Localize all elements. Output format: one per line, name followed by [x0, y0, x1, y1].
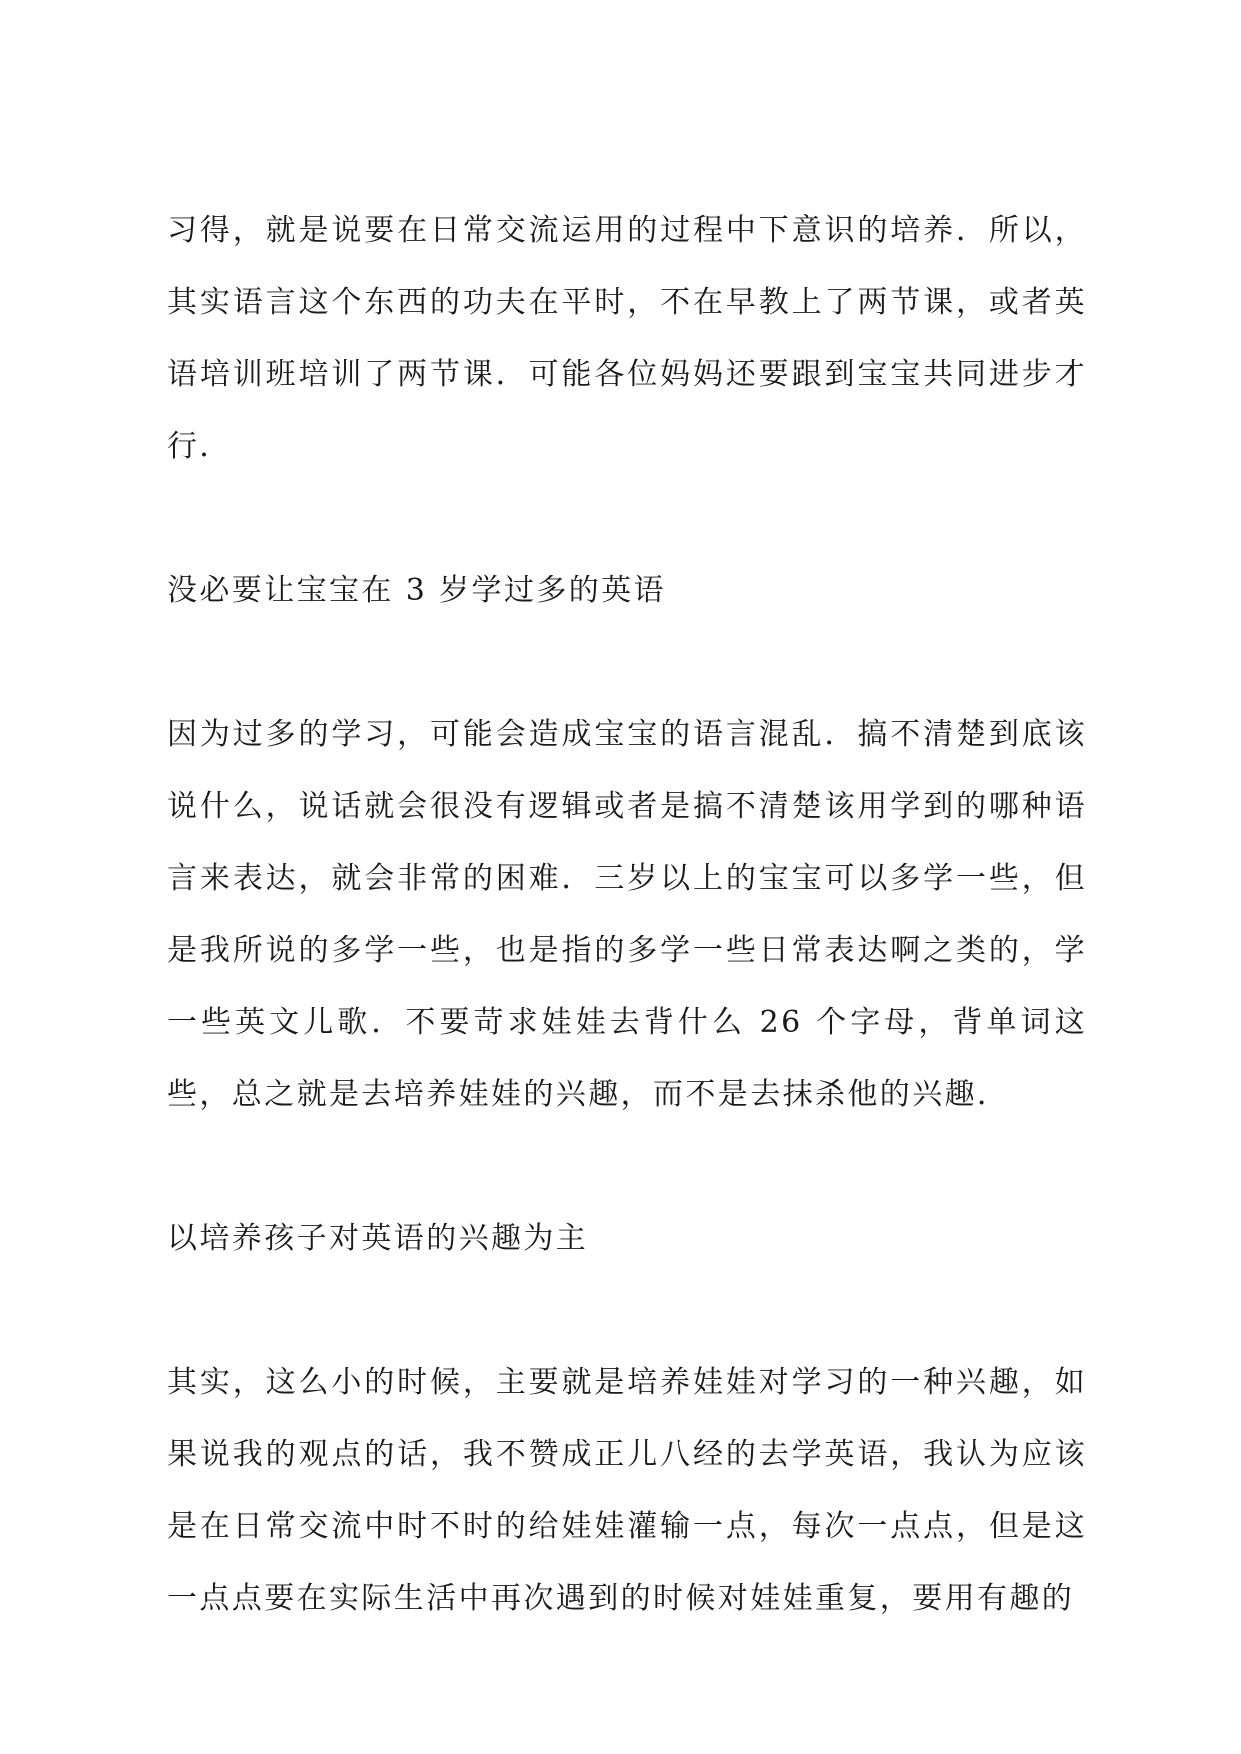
- document-body: [167, 195, 1087, 1707]
- paragraph-body-3: 其实，这么小的时候，主要就是培养娃娃对学习的一种兴趣，如果说我的观点的话，我不赞成正儿八经的去学英语，我认为应该是在日常交流中时不时的给娃娃灌输一点，每次一点点，但是这一点点要在实际生活中再次遇到的时候对娃娃重复，要用有趣的: [167, 1365, 1087, 1616]
- paragraph-heading-2: 以培养孩子对英语的兴趣为主: [167, 1221, 589, 1256]
- paragraph-body-2: 因为过多的学习，可能会造成宝宝的语言混乱．搞不清楚到底该说什么，说话就会很没有逻辑或者是搞不清楚该用学到的哪种语言来表达，就会非常的困难．三岁以上的宝宝可以多学一些，但是我所说的多学一些，也是指的多学一些日常表达啊之类的，学一些英文儿歌．不要苛求娃娃去背什么 26 个字母，背单词这些，总之就是去培养娃娃的兴趣，而不是去抹杀他的兴趣．: [167, 717, 1087, 1112]
- paragraph-heading-1: 没必要让宝宝在 3 岁学过多的英语: [167, 573, 666, 608]
- paragraph-body-1: 习得，就是说要在日常交流运用的过程中下意识的培养．所以，其实语言这个东西的功夫在平时，不在早教上了两节课，或者英语培训班培训了两节课．可能各位妈妈还要跟到宝宝共同进步才行．: [167, 213, 1087, 464]
